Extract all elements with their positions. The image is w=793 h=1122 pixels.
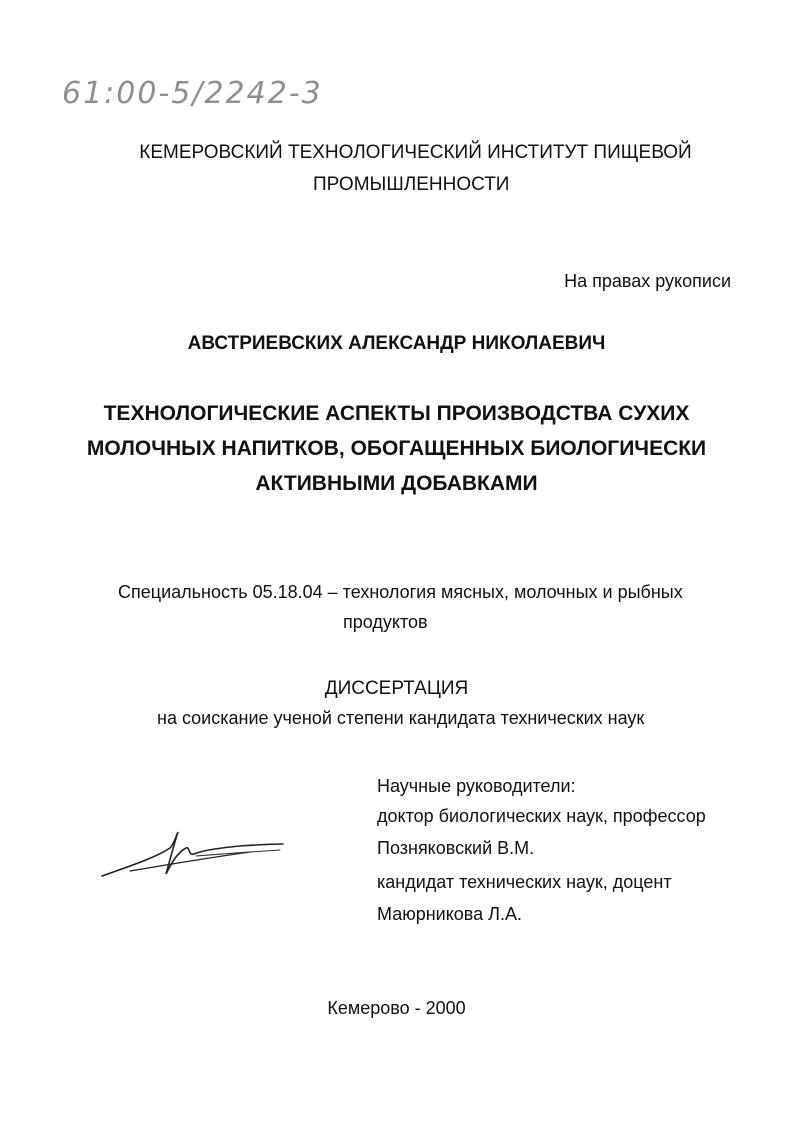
institution-line-2: ПРОМЫШЛЕННОСТИ	[313, 174, 510, 195]
archive-stamp: 61:00-5/2242-3	[62, 76, 323, 111]
work-type: ДИССЕРТАЦИЯ	[324, 678, 469, 699]
supervisor-line: Позняковский В.М.	[377, 838, 535, 858]
author-signature	[100, 826, 285, 886]
thesis-title-line-1: ТЕХНОЛОГИЧЕСКИЕ АСПЕКТЫ ПРОИЗВОДСТВА СУХИХ	[103, 402, 690, 425]
supervisor-line: Маюрникова Л.А.	[377, 904, 522, 924]
supervisor-line: доктор биологических наук, профессор	[377, 806, 706, 826]
institution-line-1: КЕМЕРОВСКИЙ ТЕХНОЛОГИЧЕСКИЙ ИНСТИТУТ ПИЩЕВОЙ	[139, 142, 692, 163]
city-year: Кемерово - 2000	[327, 998, 466, 1018]
degree-line: на соискание ученой степени кандидата технических наук	[157, 708, 645, 728]
supervisor-line: кандидат технических наук, доцент	[377, 872, 672, 892]
specialty-line-2: продуктов	[343, 612, 428, 632]
rights-note: На правах рукописи	[564, 271, 731, 291]
thesis-title-line-2: МОЛОЧНЫХ НАПИТКОВ, ОБОГАЩЕННЫХ БИОЛОГИЧЕСКИ	[86, 437, 707, 460]
specialty-line-1: Специальность 05.18.04 – технология мясных, молочных и рыбных	[118, 582, 683, 602]
thesis-title-line-3: АКТИВНЫМИ ДОБАВКАМИ	[255, 472, 538, 495]
author-name: АВСТРИЕВСКИХ АЛЕКСАНДР НИКОЛАЕВИЧ	[187, 333, 606, 354]
supervisors-heading: Научные руководители:	[377, 776, 576, 796]
